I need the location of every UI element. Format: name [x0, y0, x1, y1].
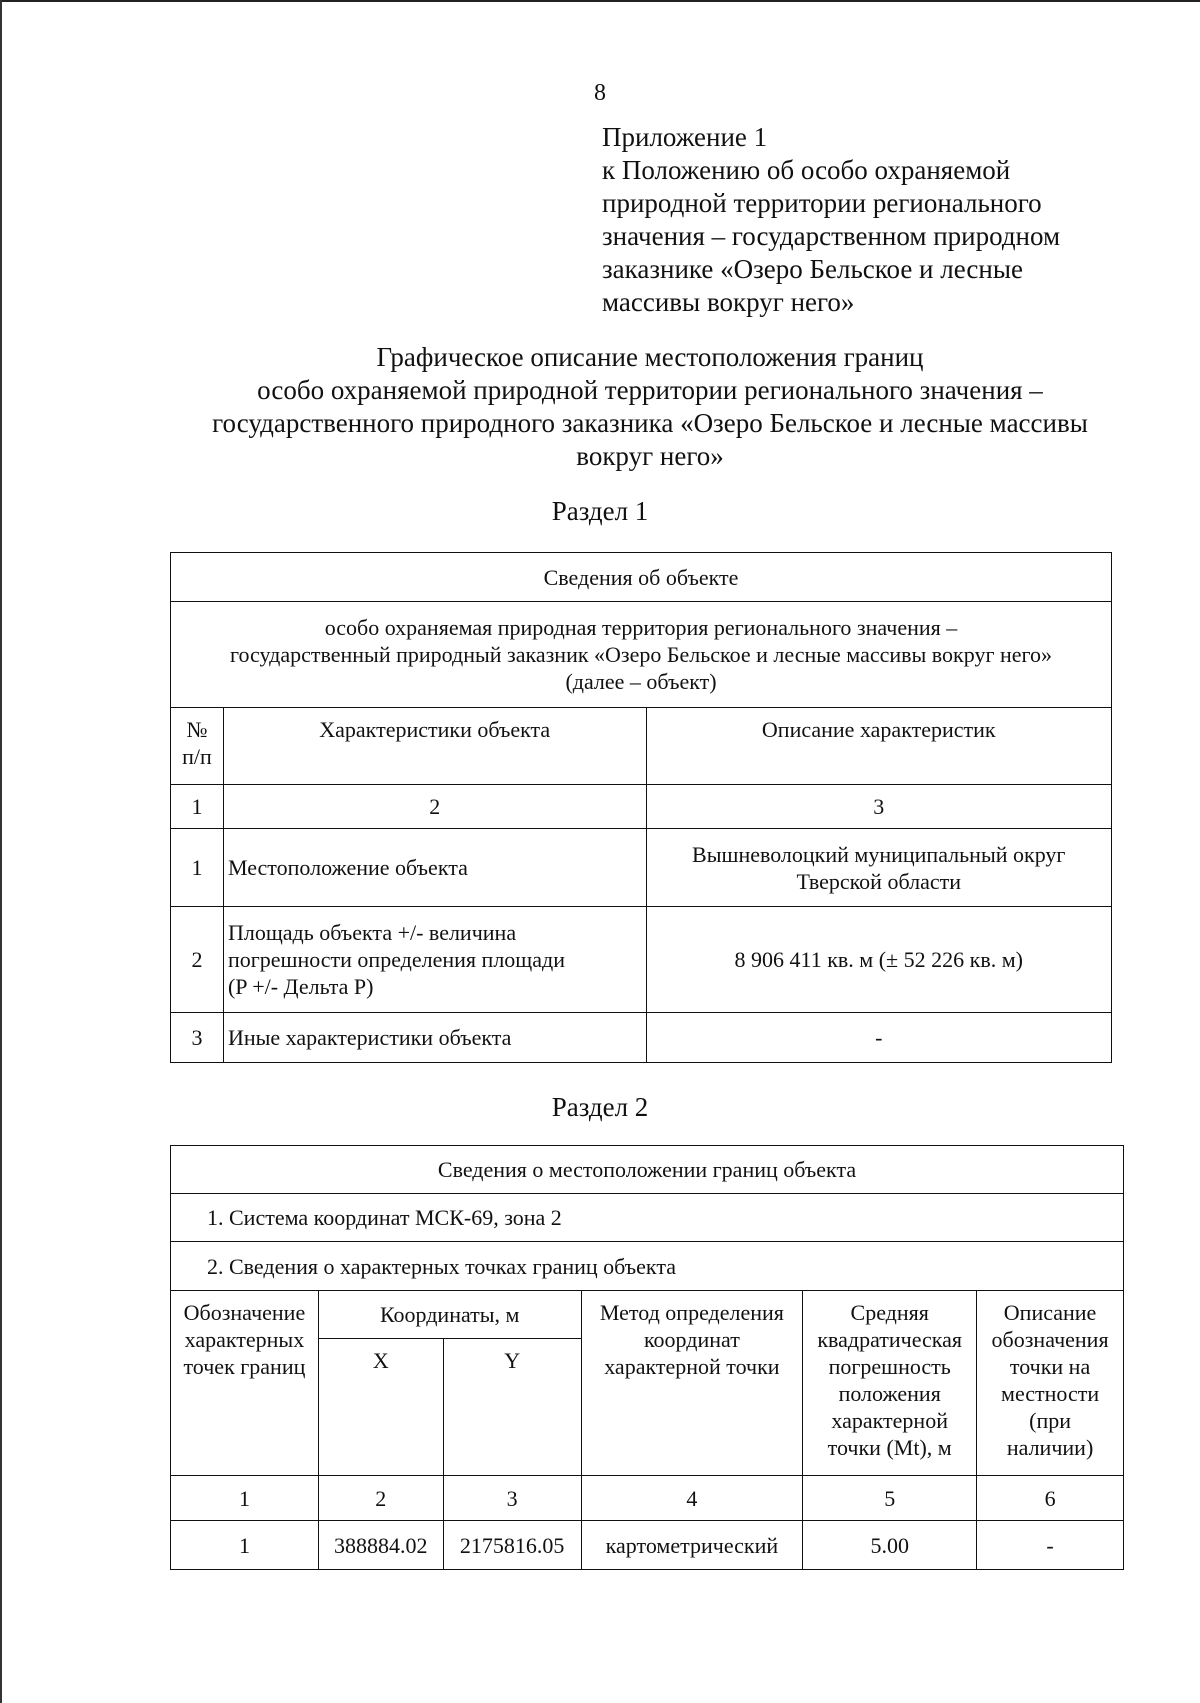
row-description-line: Тверской области — [796, 868, 962, 894]
header-line: Описание — [1003, 1300, 1097, 1325]
point-y: 2175816.05 — [443, 1521, 581, 1570]
object-name-cell — [171, 602, 1112, 708]
object-name-line: особо охраняемая природная территория регионального значения – — [324, 615, 958, 640]
header-line: погрешность — [828, 1354, 951, 1379]
header-method — [581, 1291, 803, 1476]
row-characteristic-line: Площадь объекта +/- величина — [227, 920, 517, 945]
column-number: 2 — [318, 1476, 443, 1521]
header-description: Описание характеристик — [646, 708, 1112, 785]
appendix-line: заказнике «Озеро Бельское и лесные — [602, 254, 1023, 284]
row-description-line: Вышневолоцкий муниципальный округ — [692, 841, 1066, 867]
header-num — [171, 708, 224, 785]
appendix-line: к Положению об особо охраняемой — [602, 155, 1011, 185]
row-number: 3 — [171, 1013, 224, 1063]
appendix-line: значения – государственном природном — [602, 221, 1061, 251]
object-info-table — [170, 552, 1112, 1063]
appendix-line: природной территории регионального — [602, 188, 1042, 218]
table-row — [171, 907, 1112, 1013]
column-number: 3 — [443, 1476, 581, 1521]
coordinate-system: 1. Система координат МСК-69, зона 2 — [171, 1194, 1124, 1242]
header-characteristics: Характеристики объекта — [223, 708, 646, 785]
header-error — [803, 1291, 977, 1476]
object-name-line: государственный природный заказник «Озеро Бельское и лесные массивы вокруг него» — [230, 642, 1052, 667]
table-title: Сведения об объекте — [171, 553, 1112, 602]
point-error: 5.00 — [803, 1521, 977, 1570]
header-num-line: № — [186, 717, 208, 742]
row-description-line: - — [875, 1025, 883, 1050]
point-marker: - — [977, 1521, 1124, 1570]
header-y: Y — [443, 1339, 581, 1476]
row-description — [646, 1013, 1112, 1063]
header-line: точки (Mt), м — [827, 1435, 952, 1460]
title-line: вокруг него» — [576, 441, 724, 471]
section-1-heading: Раздел 1 — [551, 496, 649, 526]
column-number: 6 — [977, 1476, 1124, 1521]
scan-border-top — [0, 0, 1200, 2]
object-name-line: (далее – объект) — [565, 669, 717, 694]
header-line: Обозначение — [183, 1300, 306, 1325]
header-line: характерных — [184, 1327, 305, 1352]
row-number: 2 — [171, 907, 224, 1013]
column-number: 1 — [171, 1476, 319, 1521]
column-number: 3 — [646, 785, 1112, 829]
boundary-points-table — [170, 1145, 1124, 1570]
header-line: точки на — [1009, 1354, 1091, 1379]
header-designation — [171, 1291, 319, 1476]
appendix-note — [602, 121, 1060, 319]
header-line: Метод определения — [599, 1300, 784, 1325]
header-marker — [977, 1291, 1124, 1476]
title-line: государственного природного заказника «Озеро Бельское и лесные массивы — [212, 408, 1088, 438]
title-line: Графическое описание местоположения границ — [376, 342, 924, 372]
point-x: 388884.02 — [318, 1521, 443, 1570]
row-description — [646, 907, 1112, 1013]
header-num-line: п/п — [182, 744, 212, 769]
row-description-line: 8 906 411 кв. м (± 52 226 кв. м) — [734, 947, 1023, 972]
header-line: (при — [1029, 1408, 1071, 1433]
row-number: 1 — [171, 829, 224, 907]
column-number: 1 — [171, 785, 224, 829]
header-line: характерной точки — [604, 1354, 780, 1379]
header-line: наличии) — [1006, 1435, 1094, 1460]
header-coordinates: Координаты, м — [318, 1291, 581, 1339]
row-characteristic-line: Иные характеристики объекта — [227, 1025, 512, 1050]
header-line: квадратическая — [817, 1327, 963, 1352]
row-characteristic-line: Местоположение объекта — [227, 855, 468, 880]
appendix-line: массивы вокруг него» — [602, 287, 855, 317]
header-line: характерной — [831, 1408, 948, 1433]
row-characteristic — [223, 907, 646, 1013]
header-line: Средняя — [850, 1300, 929, 1325]
table-title: Сведения о местоположении границ объекта — [171, 1146, 1124, 1194]
row-characteristic — [223, 829, 646, 907]
header-line: обозначения — [991, 1327, 1109, 1352]
column-number: 5 — [803, 1476, 977, 1521]
header-x: X — [318, 1339, 443, 1476]
column-number: 2 — [223, 785, 646, 829]
header-line: координат — [643, 1327, 740, 1352]
header-line: точек границ — [183, 1354, 306, 1379]
row-characteristic-line: погрешности определения площади — [227, 947, 565, 972]
row-characteristic — [223, 1013, 646, 1063]
header-line: положения — [838, 1381, 941, 1406]
table-row — [171, 829, 1112, 907]
point-designation: 1 — [171, 1521, 319, 1570]
point-method: картометрический — [581, 1521, 803, 1570]
scan-border-left — [0, 0, 2, 1703]
document-title — [100, 341, 1200, 473]
header-line: местности — [1001, 1381, 1100, 1406]
points-title: 2. Сведения о характерных точках границ объекта — [171, 1242, 1124, 1291]
row-description — [646, 829, 1112, 907]
table-row — [171, 1521, 1124, 1570]
row-characteristic-line: (P +/- Дельта P) — [227, 974, 374, 999]
page-number: 8 — [594, 80, 606, 106]
appendix-line: Приложение 1 — [602, 122, 768, 152]
table-row — [171, 1013, 1112, 1063]
section-2-heading: Раздел 2 — [551, 1092, 649, 1122]
column-number: 4 — [581, 1476, 803, 1521]
title-line: особо охраняемой природной территории регионального значения – — [257, 375, 1043, 405]
